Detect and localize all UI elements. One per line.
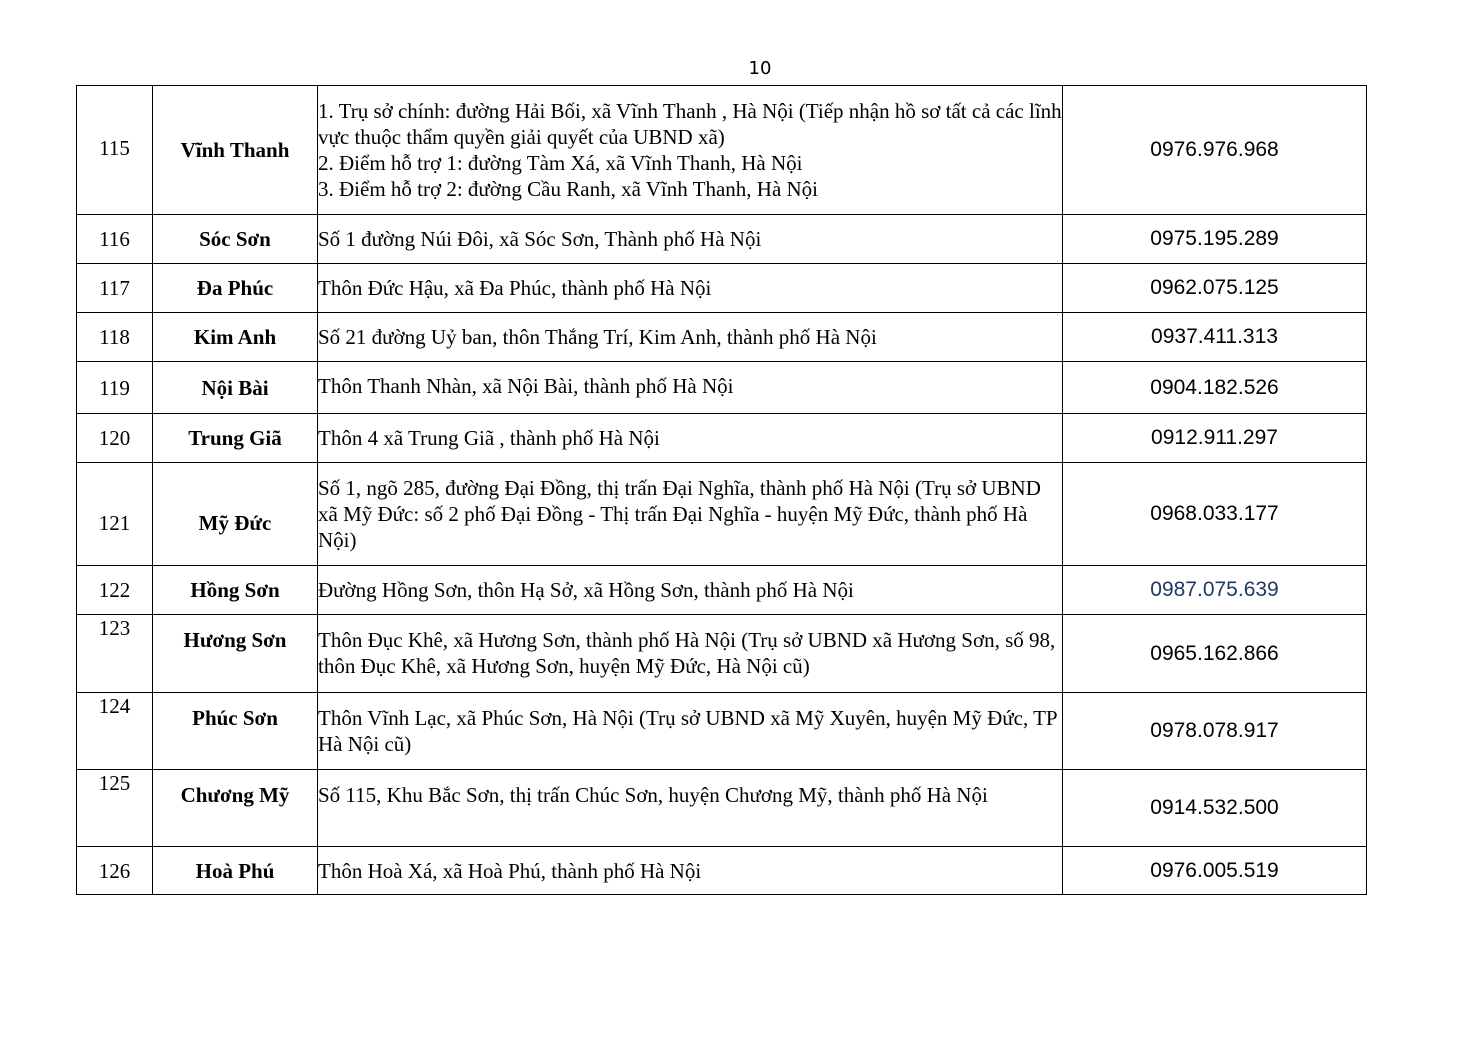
- commune-name: Chương Mỹ: [153, 770, 318, 847]
- row-number: 125: [77, 770, 153, 847]
- table-row: [77, 847, 1367, 895]
- phone-number: 0914.532.500: [1063, 770, 1367, 847]
- table-row: [77, 414, 1367, 463]
- commune-name: Hương Sơn: [153, 615, 318, 693]
- commune-name: Kim Anh: [153, 313, 318, 362]
- table-row: [77, 770, 1367, 847]
- phone-number: 0904.182.526: [1063, 362, 1367, 414]
- row-number: 122: [77, 566, 153, 615]
- address-cell: Thôn Đức Hậu, xã Đa Phúc, thành phố Hà Nội: [318, 264, 1063, 313]
- commune-name: Sóc Sơn: [153, 215, 318, 264]
- address-cell: Đường Hồng Sơn, thôn Hạ Sở, xã Hồng Sơn, thành phố Hà Nội: [318, 566, 1063, 615]
- table-row: [77, 615, 1367, 693]
- row-number: 126: [77, 847, 153, 895]
- phone-number: 0978.078.917: [1063, 693, 1367, 770]
- address-line: 3. Điểm hỗ trợ 2: đường Cầu Ranh, xã Vĩnh Thanh, Hà Nội: [318, 177, 819, 201]
- address-cell: Số 115, Khu Bắc Sơn, thị trấn Chúc Sơn, huyện Chương Mỹ, thành phố Hà Nội: [318, 770, 1063, 847]
- commune-name: Vĩnh Thanh: [153, 86, 318, 215]
- commune-name: Phúc Sơn: [153, 693, 318, 770]
- row-number: 116: [77, 215, 153, 264]
- row-number: 123: [77, 615, 153, 693]
- address-cell: Thôn Đục Khê, xã Hương Sơn, thành phố Hà Nội (Trụ sở UBND xã Hương Sơn, số 98, thôn Đục Khê, xã Hương Sơn, huyện Mỹ Đức, Hà Nội cũ): [318, 615, 1063, 693]
- office-list-table: [76, 85, 1367, 895]
- table-row: [77, 463, 1367, 566]
- table-row: [77, 215, 1367, 264]
- table-row: [77, 313, 1367, 362]
- table-row: [77, 693, 1367, 770]
- row-number: 120: [77, 414, 153, 463]
- address-cell: Thôn Thanh Nhàn, xã Nội Bài, thành phố Hà Nội: [318, 362, 1063, 414]
- row-number: 119: [77, 362, 153, 414]
- commune-name: Nội Bài: [153, 362, 318, 414]
- commune-name: Đa Phúc: [153, 264, 318, 313]
- address-line: 2. Điểm hỗ trợ 1: đường Tàm Xá, xã Vĩnh Thanh, Hà Nội: [318, 151, 803, 175]
- row-number: 121: [77, 463, 153, 566]
- phone-number: 0965.162.866: [1063, 615, 1367, 693]
- phone-number: 0968.033.177: [1063, 463, 1367, 566]
- address-cell: [318, 86, 1063, 215]
- row-number: 115: [77, 86, 153, 215]
- phone-number: 0976.976.968: [1063, 86, 1367, 215]
- address-cell: Thôn 4 xã Trung Giã , thành phố Hà Nội: [318, 414, 1063, 463]
- row-number: 118: [77, 313, 153, 362]
- address-cell: Thôn Vĩnh Lạc, xã Phúc Sơn, Hà Nội (Trụ sở UBND xã Mỹ Xuyên, huyện Mỹ Đức, TP Hà Nội cũ): [318, 693, 1063, 770]
- table-row: [77, 362, 1367, 414]
- commune-name: Hoà Phú: [153, 847, 318, 895]
- page-number: 10: [748, 58, 772, 79]
- phone-number: 0976.005.519: [1063, 847, 1367, 895]
- commune-name: Mỹ Đức: [153, 463, 318, 566]
- phone-number: 0912.911.297: [1063, 414, 1367, 463]
- address-cell: Số 1 đường Núi Đôi, xã Sóc Sơn, Thành phố Hà Nội: [318, 215, 1063, 264]
- phone-number: 0987.075.639: [1063, 566, 1367, 615]
- commune-name: Hồng Sơn: [153, 566, 318, 615]
- address-line: 1. Trụ sở chính: đường Hải Bối, xã Vĩnh Thanh , Hà Nội (Tiếp nhận hồ sơ tất cả các lĩnh vực thuộc thẩm quyền giải quyết của UBND xã): [318, 99, 1062, 149]
- table-row: [77, 86, 1367, 215]
- address-cell: Thôn Hoà Xá, xã Hoà Phú, thành phố Hà Nội: [318, 847, 1063, 895]
- phone-number: 0962.075.125: [1063, 264, 1367, 313]
- row-number: 117: [77, 264, 153, 313]
- row-number: 124: [77, 693, 153, 770]
- address-cell: Số 21 đường Uỷ ban, thôn Thắng Trí, Kim Anh, thành phố Hà Nội: [318, 313, 1063, 362]
- table-row: [77, 566, 1367, 615]
- phone-number: 0975.195.289: [1063, 215, 1367, 264]
- address-cell: Số 1, ngõ 285, đường Đại Đồng, thị trấn Đại Nghĩa, thành phố Hà Nội (Trụ sở UBND xã Mỹ Đức: số 2 phố Đại Đồng - Thị trấn Đại Nghĩa - huyện Mỹ Đức, thành phố Hà Nội): [318, 463, 1063, 566]
- commune-name: Trung Giã: [153, 414, 318, 463]
- table-row: [77, 264, 1367, 313]
- phone-number: 0937.411.313: [1063, 313, 1367, 362]
